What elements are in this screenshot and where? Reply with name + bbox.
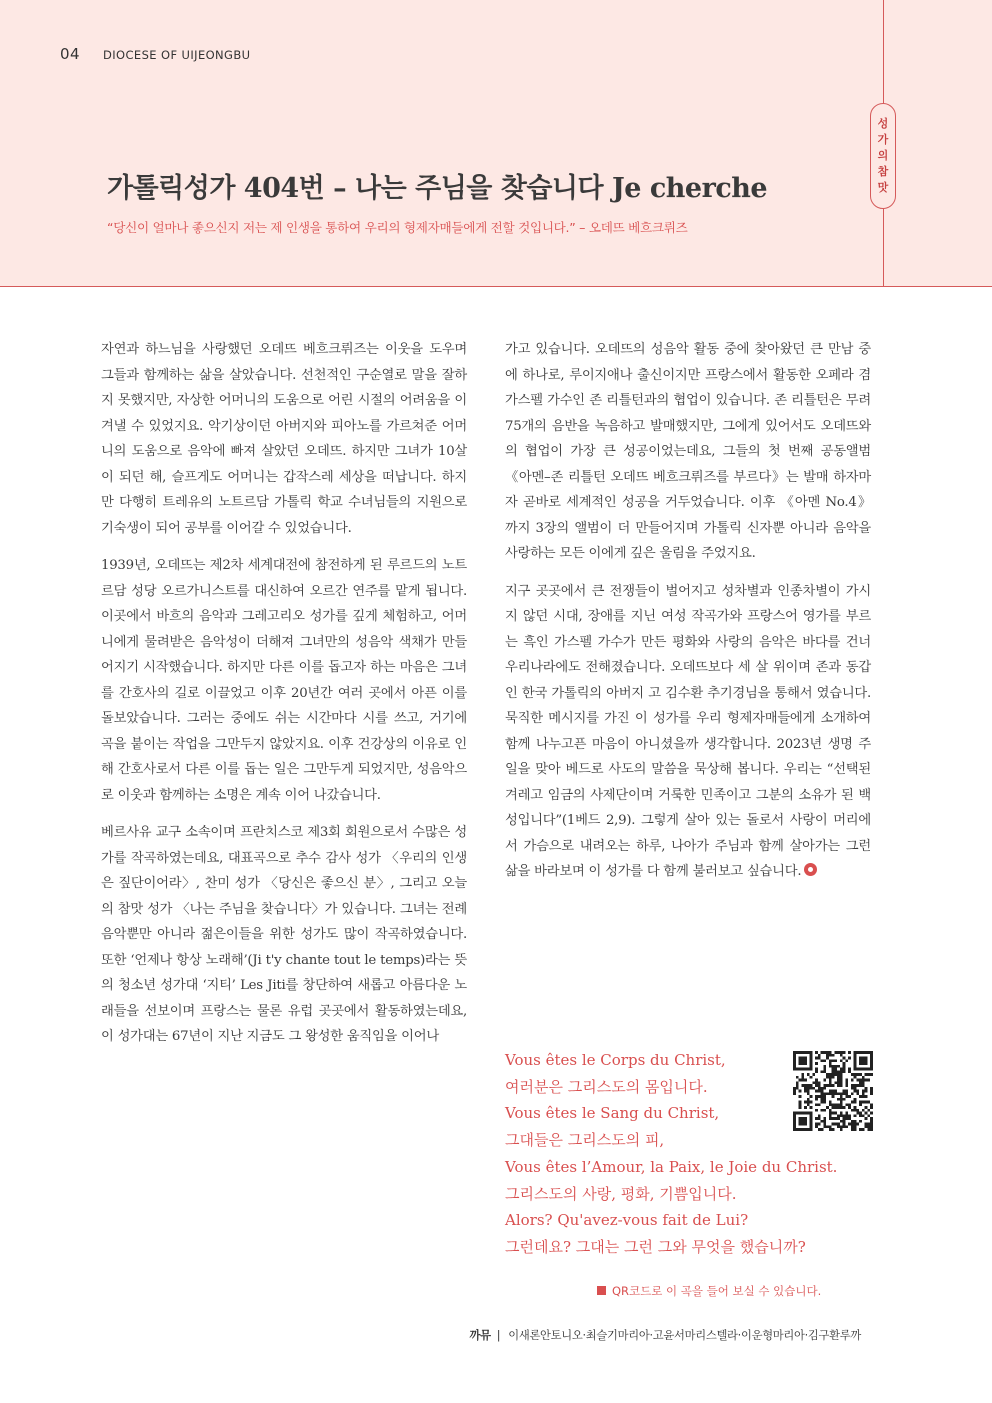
body-column-left [101,337,467,1062]
section-tab-char: 성 [877,117,889,130]
header-band [0,0,992,286]
section-tab-char: 가 [877,133,889,146]
body-column-right [505,337,871,897]
lyric-line: 여러분은 그리스도의 몸입니다. [505,1077,708,1096]
lyrics-block [505,1047,838,1261]
section-tab-char: 참 [877,165,889,178]
body-paragraph: 자연과 하느님을 사랑했던 오데뜨 베흐크뤼즈는 이웃을 도우며 그들과 함께하는 삶을 살았습니다. 선천적인 구순열로 말을 잘하지 못했지만, 자상한 어머니의 도움으로 어린 시절의 어려움을 이겨낼 수 있었지요. 악기상이던 아버지와 피아노를 가르쳐준 어머니의 도움으로 음악에 빠져 살았던 오데뜨. 하지만 그녀가 10살이 되던 해, 슬프게도 어머니는 갑작스레 세상을 떠납니다. 하지만 다행히 트레유의 노트르담 가톨릭 학교 수녀님들의 지원으로 기숙생이 되어 공부를 이어갈 수 있었습니다. [101,342,467,536]
publication-name: DIOCESE OF UIJEONGBU [103,48,251,62]
body-paragraph-text: 지구 곳곳에서 큰 전쟁들이 벌어지고 성차별과 인종차별이 가시지 않던 시대, 장애를 지닌 여성 작곡가와 프랑스어 영가를 부르는 흑인 가스펠 가수가 만든 평화와 사랑의 음악은 바다를 건너 우리나라에도 전해졌습니다. 오데뜨보다 세 살 위이며 존과 동갑인 한국 가톨릭의 아버지 고 김수환 추기경님을 통해서 였습니다. 묵직한 메시지를 가진 이 성가를 우리 형제자매들에게 소개하여 함께 나누고픈 마음이 아니셨을까 생각합니다. 2023년 생명 주일을 맞아 베드로 사도의 말씀을 묵상해 봅니다. 우리는 “선택된 겨레고 임금의 사제단이며 거룩한 민족이고 그분의 소유가 된 백성입니다”(1베드 2,9). 그렇게 살아 있는 돌로서 사랑이 머리에서 가슴으로 내려오는 하루, 나아가 주님과 함께 살아가는 그런 삶을 바라보며 이 성가를 다 함께 불러보고 싶습니다. [505,583,871,879]
lyric-line: Vous êtes le Corps du Christ, [505,1051,726,1069]
header-divider [0,286,992,287]
lyric-line: 그대들은 그리스도의 피, [505,1131,665,1150]
article-subtitle-quote: “당신이 얼마나 좋으신지 저는 제 인생을 통하여 우리의 형제자매들에게 전할 것입니다.” – 오데뜨 베흐크뤼즈 [107,220,688,235]
body-paragraph: 1939년, 오데뜨는 제2차 세계대전에 참전하게 된 루르드의 노트르담 성당 오르가니스트를 대신하여 오르간 연주를 맡게 됩니다. 이곳에서 바흐의 음악과 그레고리오 성가를 깊게 체험하고, 어머니에게 물려받은 음악성이 더해져 그녀만의 성음악 색채가 만들어지기 시작했습니다. 하지만 다른 이를 돕고자 하는 마음은 그녀를 간호사의 길로 이끌었고 이후 20년간 여러 곳에서 아픈 이를 돌보았습니다. 그러는 중에도 쉬는 시간마다 시를 쓰고, 거기에 곡을 붙이는 작업을 그만두지 않았지요. 이후 건강상의 이유로 인해 간호사로서 다른 이를 돕는 일은 그만두게 되었지만, 성음악으로 이웃과 함께하는 소명은 계속 이어 나갔습니다. [101,558,467,803]
section-tab [870,103,896,209]
lyric-line: 그런데요? 그대는 그런 그와 무엇을 했습니까? [505,1237,806,1256]
lyric-line: Vous êtes l’Amour, la Paix, le Joie du Christ. [505,1157,838,1176]
section-tab-char: 의 [877,149,889,162]
body-paragraph: 가고 있습니다. 오데뜨의 성음악 활동 중에 찾아왔던 큰 만남 중에 하나로, 루이지애나 출신이지만 프랑스에서 활동한 오페라 겸 가스펠 가수인 존 리틀턴과의 협업이 있습니다. 존 리틀턴은 무려 75개의 음반을 녹음하고 발매했지만, 그에게 있어서도 오데뜨와의 협업이 가장 큰 성공이었는데요, 그들의 첫 번째 공동앨범 《아멘–존 리틀턴 오데뜨 베흐크뤼즈를 부르다》는 발매 하자마자 곧바로 세계적인 성공을 거두었습니다. 이후 《아멘 No.4》까지 3장의 앨범이 더 만들어지며 가톨릭 신자뿐 아니라 음악을 사랑하는 모든 이에게 깊은 울림을 주었지요. [505,342,871,561]
lyric-line: 그리스도의 사랑, 평화, 기쁨입니다. [505,1184,737,1203]
credits-label: 까뮤 [469,1329,491,1342]
credits-separator: | [496,1329,501,1342]
lyric-line: Alors? Qu'avez-vous fait de Lui? [505,1211,749,1230]
section-tab-char: 맛 [877,181,889,194]
end-mark-icon [804,863,817,876]
qr-note [597,1283,821,1299]
credits [469,1327,861,1343]
page-number: 04 [60,45,81,63]
lyric-line: Vous êtes le Sang du Christ, [505,1104,720,1123]
body-paragraph: 베르사유 교구 소속이며 프란치스코 제3회 회원으로서 수많은 성가를 작곡하였는데요, 대표곡으로 추수 감사 성가 〈우리의 인생은 짚단이어라〉, 찬미 성가 〈당신은 좋으신 분〉, 그리고 오늘의 참맛 성가 〈나는 주님을 찾습니다〉가 있습니다. 그녀는 전례음악뿐만 아니라 젊은이들을 위한 성가도 많이 작곡하였습니다. 또한 ‘언제나 항상 노래해’(Ji t'y chante tout le temps)라는 뜻의 청소년 성가대 ‘지티’ Les Jiti를 창단하여 새롭고 아름다운 노래들을 선보이며 프랑스는 물론 유럽 곳곳에서 활동하였는데요, 이 성가대는 67년이 지난 지금도 그 왕성한 움직임을 이어나 [101,825,467,1044]
square-bullet-icon [597,1286,606,1295]
qr-note-text: QR코드로 이 곡을 들어 보실 수 있습니다. [612,1284,822,1298]
qr-code-icon[interactable] [793,1051,873,1131]
credits-names: 이새론안토니오·최슬기마리아·고윤서마리스텔라·이운형마리아·김구환루까 [508,1329,861,1342]
article-title: 가톨릭성가 404번 – 나는 주님을 찾습니다 Je cherche [107,173,768,204]
body-paragraph-final [505,579,871,885]
